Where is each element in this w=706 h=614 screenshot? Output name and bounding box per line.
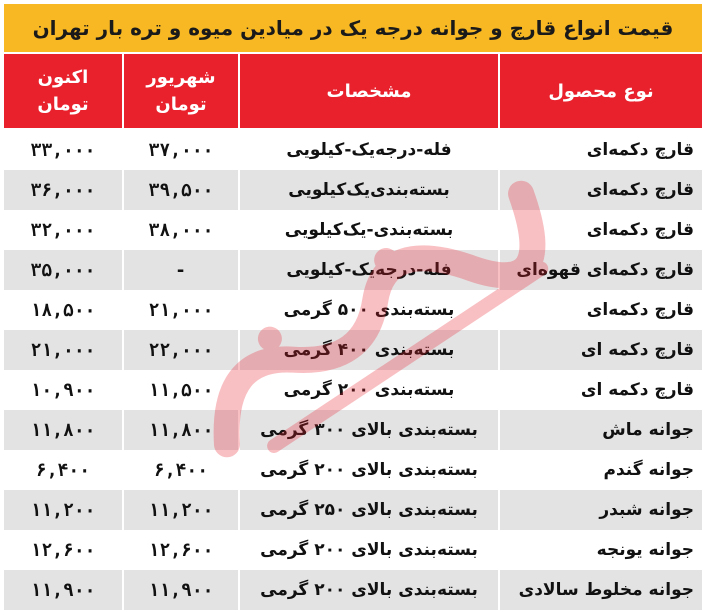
product-spec: فله-درجه‌یک-کیلویی [238,130,498,170]
price-current: ۳۵,۰۰۰ [4,250,122,290]
product-name: جوانه شبدر [498,490,702,530]
product-name: قارچ دکمه‌ای [498,130,702,170]
header-product-type: نوع محصول [498,54,702,128]
table-row [4,290,702,330]
price-current: ۱۸,۵۰۰ [4,290,122,330]
price-shahrivar: ۱۱,۲۰۰ [122,490,238,530]
price-shahrivar: ۶,۴۰۰ [122,450,238,490]
table-row [4,330,702,370]
header-shahrivar-price: شهریور تومان [122,54,238,128]
table-body [4,130,702,610]
table-row [4,170,702,210]
price-current: ۱۱,۲۰۰ [4,490,122,530]
product-spec: بسته‌بندی بالای ۳۰۰ گرمی [238,410,498,450]
table-row [4,410,702,450]
table-row [4,210,702,250]
product-name: جوانه مخلوط سالادی [498,570,702,610]
table-row [4,490,702,530]
header-specification: مشخصات [238,54,498,128]
product-name: قارچ دکمه‌ای [498,210,702,250]
price-current: ۳۲,۰۰۰ [4,210,122,250]
table-row [4,250,702,290]
price-current: ۱۱,۸۰۰ [4,410,122,450]
table-row [4,450,702,490]
table-header-row [4,54,702,128]
price-shahrivar: ۳۹,۵۰۰ [122,170,238,210]
table-row [4,530,702,570]
product-spec: بسته‌بندی ۲۰۰ گرمی [238,370,498,410]
price-shahrivar: - [122,250,238,290]
price-shahrivar: ۲۱,۰۰۰ [122,290,238,330]
product-spec: فله-درجه‌یک-کیلویی [238,250,498,290]
table-title-bar [4,4,702,52]
table-row [4,570,702,610]
header-current-price: اکنون تومان [4,54,122,128]
price-table-frame [4,4,702,610]
product-spec: بسته‌بندی ۴۰۰ گرمی [238,330,498,370]
price-current: ۱۱,۹۰۰ [4,570,122,610]
product-spec: بسته‌بندی بالای ۲۰۰ گرمی [238,530,498,570]
price-shahrivar: ۲۲,۰۰۰ [122,330,238,370]
product-name: جوانه یونجه [498,530,702,570]
product-spec: بسته‌بندی‌یک‌کیلویی [238,170,498,210]
product-name: قارچ دکمه‌ای قهوه‌ای [498,250,702,290]
table-row [4,130,702,170]
price-current: ۱۲,۶۰۰ [4,530,122,570]
price-shahrivar: ۱۱,۹۰۰ [122,570,238,610]
product-spec: بسته‌بندی بالای ۲۰۰ گرمی [238,450,498,490]
table-row [4,370,702,410]
product-name: جوانه گندم [498,450,702,490]
table-title: قیمت انواع قارچ و جوانه درجه یک در میادین میوه و تره بار تهران [32,16,674,40]
price-current: ۶,۴۰۰ [4,450,122,490]
price-current: ۲۱,۰۰۰ [4,330,122,370]
price-current: ۳۳,۰۰۰ [4,130,122,170]
product-name: قارچ دکمه ای [498,370,702,410]
price-shahrivar: ۱۱,۸۰۰ [122,410,238,450]
price-shahrivar: ۳۷,۰۰۰ [122,130,238,170]
price-current: ۱۰,۹۰۰ [4,370,122,410]
product-name: قارچ دکمه‌ای [498,290,702,330]
price-shahrivar: ۳۸,۰۰۰ [122,210,238,250]
product-spec: بسته‌بندی بالای ۲۰۰ گرمی [238,570,498,610]
product-spec: بسته‌بندی-یک‌کیلویی [238,210,498,250]
product-name: جوانه ماش [498,410,702,450]
product-spec: بسته‌بندی بالای ۲۵۰ گرمی [238,490,498,530]
product-spec: بسته‌بندی ۵۰۰ گرمی [238,290,498,330]
product-name: قارچ دکمه ای [498,330,702,370]
price-shahrivar: ۱۱,۵۰۰ [122,370,238,410]
product-name: قارچ دکمه‌ای [498,170,702,210]
price-shahrivar: ۱۲,۶۰۰ [122,530,238,570]
price-current: ۳۶,۰۰۰ [4,170,122,210]
